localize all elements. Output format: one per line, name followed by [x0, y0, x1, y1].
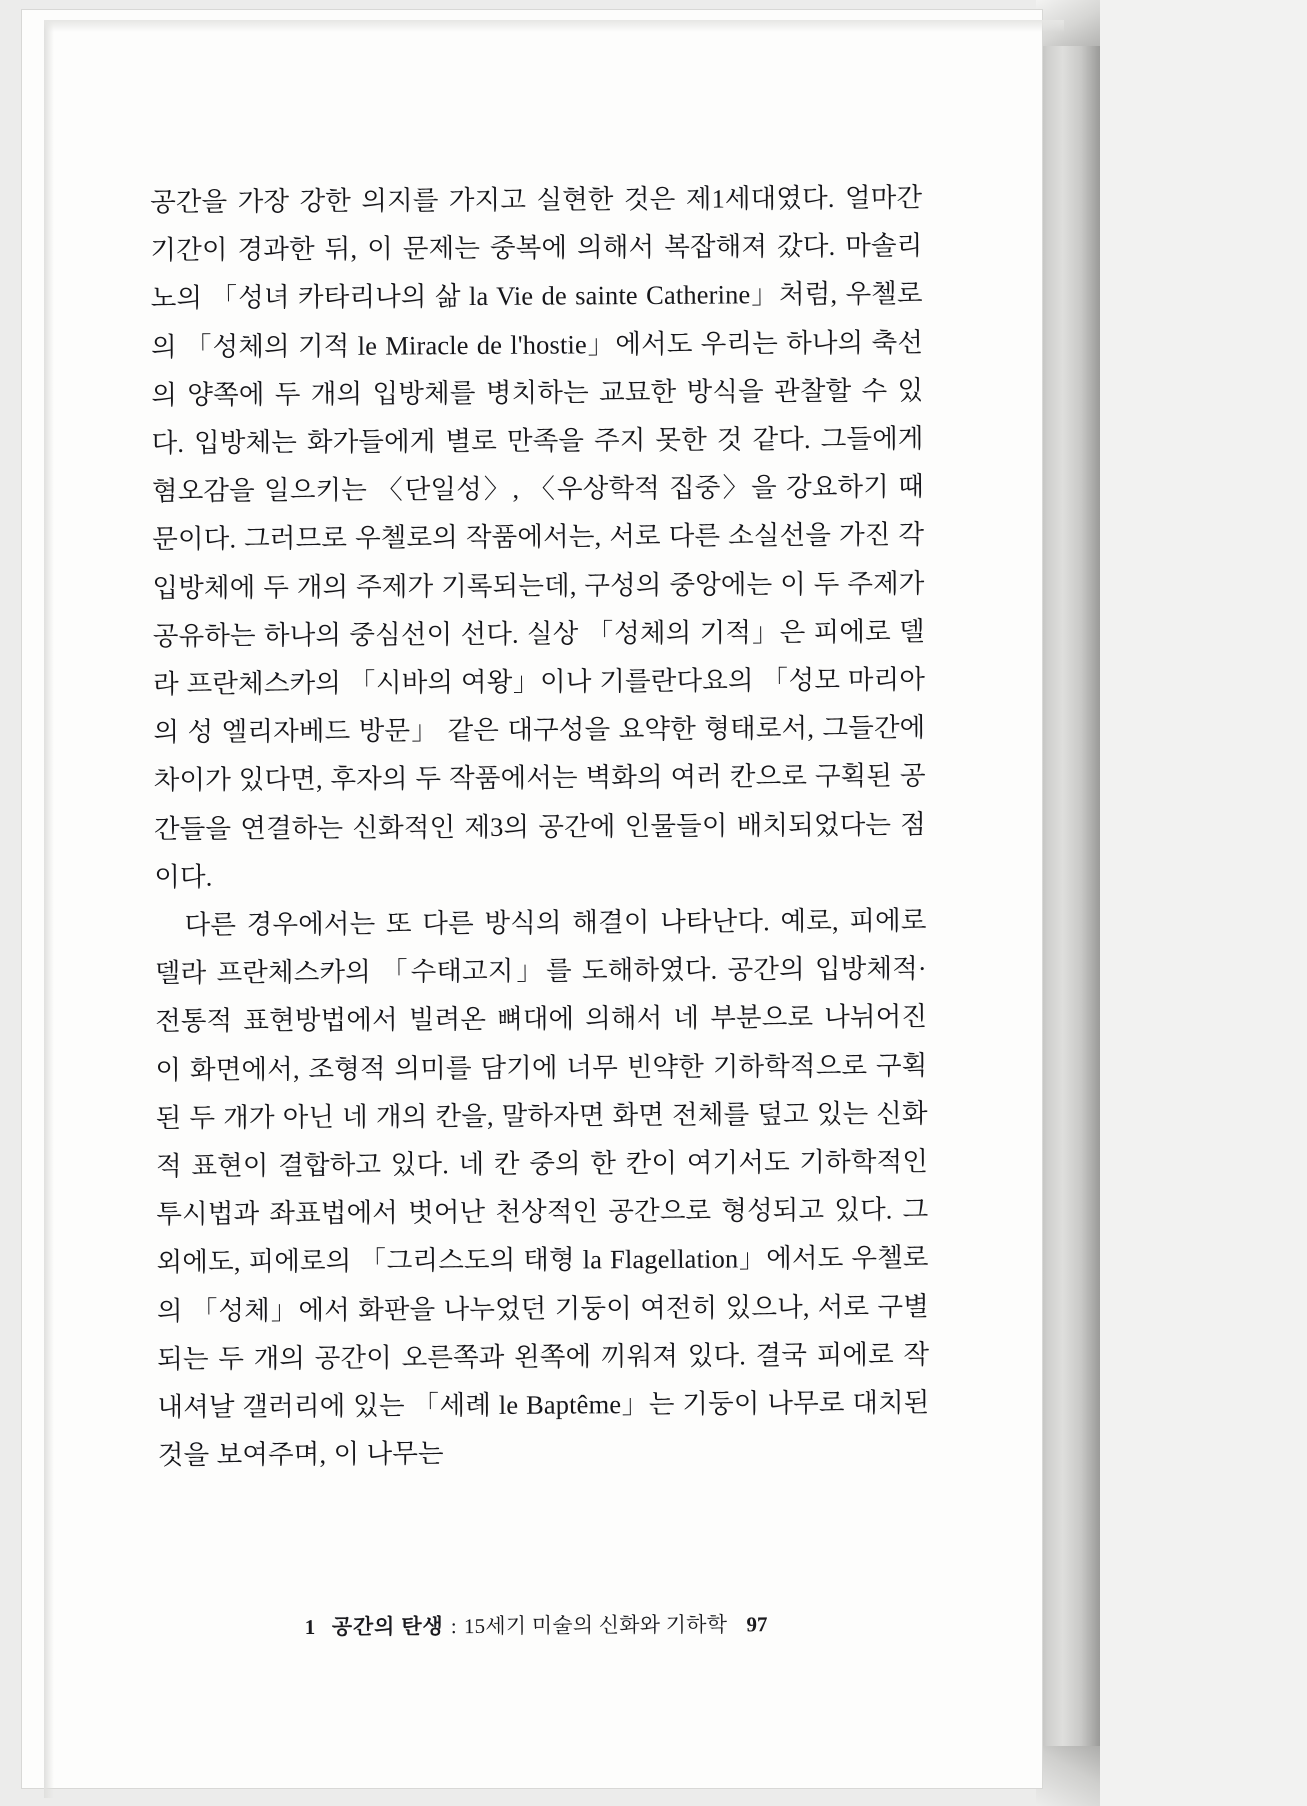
- scan-right-margin: [1100, 0, 1307, 1806]
- running-foot: [150, 1607, 922, 1642]
- book-gutter-bottom-edge: [1036, 1746, 1100, 1806]
- chapter-number: 1: [304, 1614, 317, 1640]
- book-gutter-shadow: [1036, 0, 1100, 1806]
- running-foot-separator: :: [450, 1614, 457, 1639]
- chapter-title: 공간의 탄생: [331, 1614, 444, 1639]
- page-number: 97: [746, 1612, 768, 1637]
- body-paragraph-2: 다른 경우에서는 또 다른 방식의 해결이 나타난다. 예로, 피에로 델라 프란체스카의 「수태고지」를 도해하였다. 공간의 입방체적·전통적 표현방법에서 빌려온 뼈대에 의해서 네 부분으로 나뉘어진 이 화면에서, 조형적 의미를 담기에 너무 빈약한 기하학적으로 구획된 두 개가 아닌 네 개의 칸을, 말하자면 화면 전체를 덮고 있는 신화적 표현이 결합하고 있다. 네 칸 중의 한 칸이 여기서도 기하학적인 투시법과 좌표법에서 벗어난 천상적인 공간으로 형성되고 있다. 그 외에도, 피에로의 「그리스도의 태형 la Flagellation」에서도 우첼로의 「성체」에서 화판을 나누었던 기둥이 여전히 있으나, 서로 구별되는 두 개의 공간이 오른쪽과 왼쪽에 끼워져 있다. 결국 피에로 작 내셔날 갤러리에 있는 「세례 le Baptême」는 기둥이 나무로 대치된 것을 보여주며, 이 나무는: [154, 905, 930, 1471]
- body-paragraph-1: 공간을 가장 강한 의지를 가지고 실현한 것은 제1세대였다. 얼마간 기간이 경과한 뒤, 이 문제는 중복에 의해서 복잡해져 갔다. 마솔리노의 「성녀 카타리나의 삶 la Vie de sainte Catherine」처럼, 우첼로의 「성체의 기적 le Miracle de l'hostie」에서도 우리는 하나의 축선의 양쪽에 두 개의 입방체를 병치하는 교묘한 방식을 관찰할 수 있다. 입방체는 화가들에게 별로 만족을 주지 못한 것 같다. 그들에게 혐오감을 일으키는 〈단일성〉, 〈우상학적 집중〉을 강요하기 때문이다. 그러므로 우첼로의 작품에서는, 서로 다른 소실선을 가진 각 입방체에 두 개의 주제가 기록되는데, 구성의 중앙에는 이 두 주제가 공유하는 하나의 중심선이 선다. 실상 「성체의 기적」은 피에로 델라 프란체스카의 「시바의 여왕」이나 기를란다요의 「성모 마리아의 성 엘리자베드 방문」 같은 대구성을 요약한 형태로서, 그들간에 차이가 있다면, 후자의 두 작품에서는 벽화의 여러 칸으로 구획된 공간들을 연결하는 신화적인 제3의 공간에 인물들이 배치되었다는 점이다.: [150, 182, 927, 892]
- page-left-shadow: [44, 20, 54, 1798]
- page-top-shadow: [44, 20, 1064, 32]
- chapter-subtitle: 15세기 미술의 신화와 기하학: [463, 1612, 728, 1639]
- page-text-block: [150, 173, 930, 1479]
